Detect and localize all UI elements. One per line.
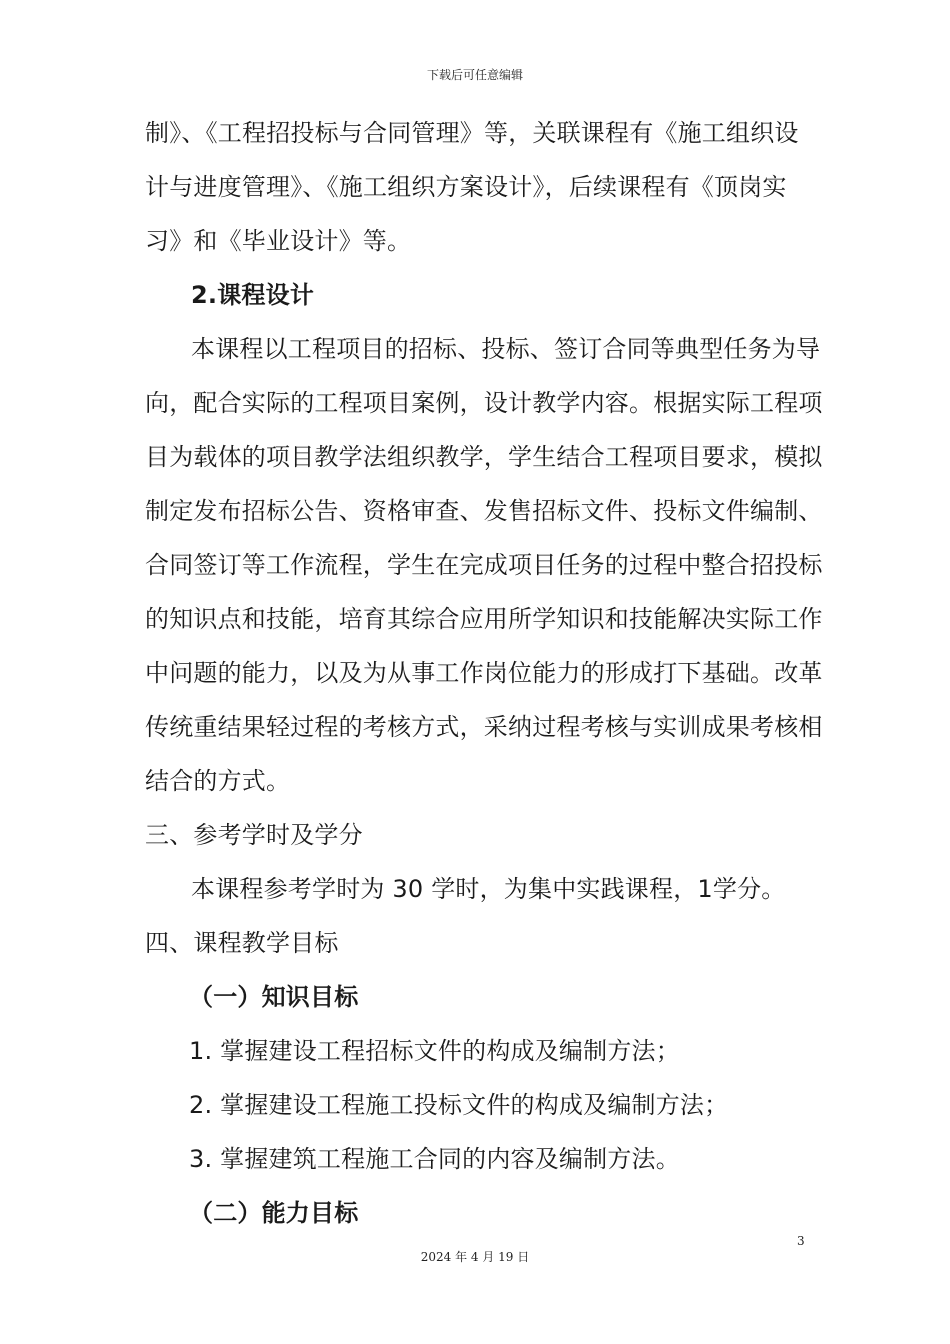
paragraph-line: 制》、《工程招投标与合同管理》等，关联课程有《施工组织设 xyxy=(145,119,799,147)
page-number: 3 xyxy=(797,1234,805,1248)
section-heading-course-design: 2.课程设计 xyxy=(191,281,315,309)
list-item: 1. 掌握建设工程招标文件的构成及编制方法； xyxy=(189,1037,680,1065)
paragraph-line: 制定发布招标公告、资格审查、发售招标文件、投标文件编制、 xyxy=(145,497,823,525)
paragraph-line: 本课程参考学时为 30 学时，为集中实践课程，1学分。 xyxy=(191,875,786,903)
footer-date: 2024 年 4 月 19 日 xyxy=(420,1250,530,1264)
subheading-ability-goals: （二）能力目标 xyxy=(189,1199,359,1227)
section-heading-hours-credits: 三、参考学时及学分 xyxy=(145,821,363,849)
paragraph-line: 中问题的能力，以及为从事工作岗位能力的形成打下基础。改革 xyxy=(145,659,823,687)
paragraph-line: 结合的方式。 xyxy=(145,767,291,795)
subheading-knowledge-goals: （一）知识目标 xyxy=(189,983,359,1011)
paragraph-line: 合同签订等工作流程，学生在完成项目任务的过程中整合招投标 xyxy=(145,551,823,579)
paragraph-line: 目为载体的项目教学法组织教学，学生结合工程项目要求，模拟 xyxy=(145,443,823,471)
paragraph-line: 习》和《毕业设计》等。 xyxy=(145,227,412,255)
paragraph-line: 本课程以工程项目的招标、投标、签订合同等典型任务为导 xyxy=(191,335,821,363)
paragraph-line: 向，配合实际的工程项目案例，设计教学内容。根据实际工程项 xyxy=(145,389,823,417)
paragraph-line: 的知识点和技能，培育其综合应用所学知识和技能解决实际工作 xyxy=(145,605,823,633)
page-header: 下载后可任意编辑 xyxy=(426,68,523,82)
paragraph-line: 传统重结果轻过程的考核方式，采纳过程考核与实训成果考核相 xyxy=(145,713,823,741)
paragraph-line: 计与进度管理》、《施工组织方案设计》，后续课程有《顶岗实 xyxy=(145,173,787,201)
list-item: 3. 掌握建筑工程施工合同的内容及编制方法。 xyxy=(189,1145,680,1173)
section-heading-teaching-goals: 四、课程教学目标 xyxy=(145,929,339,957)
document-body xyxy=(145,106,823,1240)
list-item: 2. 掌握建设工程施工投标文件的构成及编制方法； xyxy=(189,1091,729,1119)
